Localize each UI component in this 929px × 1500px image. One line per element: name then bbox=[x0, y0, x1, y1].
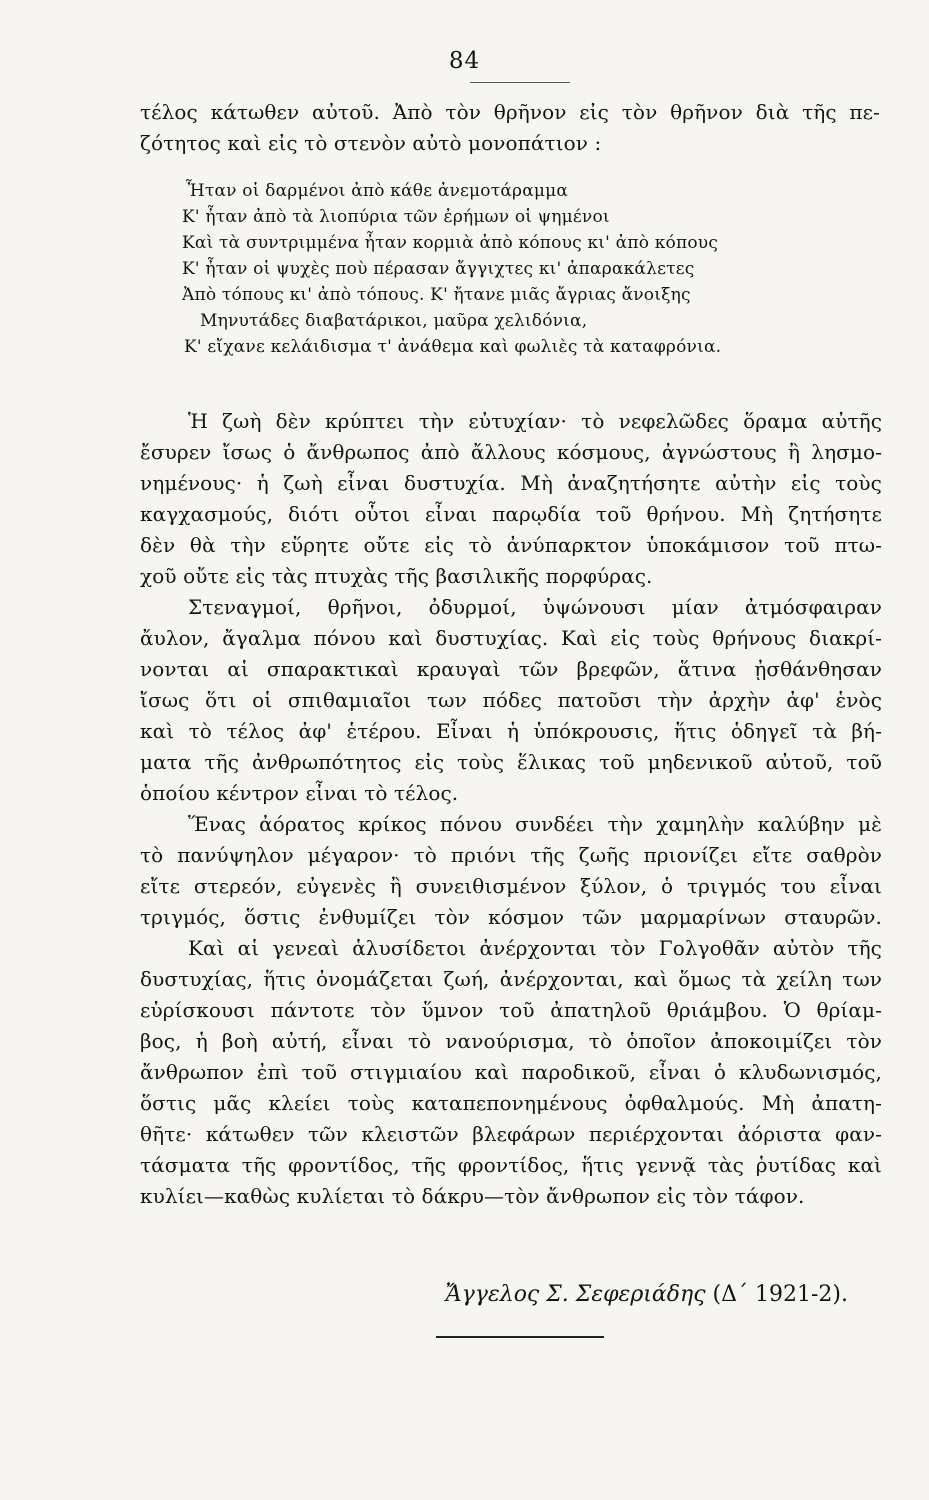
body-line: ματα τῆς ἀνθρωπότητος εἰς τοὺς ἕλικας τοῦ μηδενικοῦ αὐτοῦ, τοῦ bbox=[140, 750, 882, 774]
body-line: ἄνθρωπον ἐπὶ τοῦ στιγμιαίου καὶ παροδικοῦ, εἶναι ὁ κλυδωνισμός, bbox=[140, 1060, 882, 1084]
intro-line: τέλος κάτωθεν αὐτοῦ. Ἀπὸ τὸν θρῆνον εἰς τὸν θρῆνον διὰ τῆς πε- bbox=[140, 100, 880, 124]
poem-line: Κ' εἴχανε κελάιδισμα τ' ἀνάθεμα καὶ φωλιὲς τὰ καταφρόνια. bbox=[184, 337, 722, 357]
body-line: θῆτε· κάτωθεν τῶν κλειστῶν βλεφάρων περιέρχονται ἀόριστα φαν- bbox=[140, 1122, 882, 1146]
body-line: κυλίει—καθὼς κυλίεται τὸ δάκρυ—τὸν ἄνθρωπον εἰς τὸν τάφον. bbox=[140, 1184, 805, 1208]
body-line: ἴσως ὅτι οἱ σπιθαμιαῖοι των πόδες πατοῦσι τὴν ἀρχὴν ἀφ' ἑνὸς bbox=[140, 688, 882, 712]
signature-issue: (Δ΄ 1921-2). bbox=[712, 1282, 848, 1307]
body-line: εὑρίσκουσι πάντοτε τὸν ὕμνον τοῦ ἀπατηλοῦ θριάμβου. Ὁ θρίαμ- bbox=[140, 998, 882, 1022]
body-line: ὁποίου κέντρον εἶναι τὸ τέλος. bbox=[140, 781, 459, 805]
body-line: τάσματα τῆς φροντίδος, τῆς φροντίδος, ἥτις γεννᾷ τὰς ῥυτίδας καὶ bbox=[140, 1153, 882, 1177]
page-number: 84 bbox=[448, 48, 481, 74]
poem-line: Ἀπὸ τόπους κι' ἀπὸ τόπους. Κ' ἤτανε μιᾶς ἄγριας ἄνοιξης bbox=[182, 285, 691, 305]
poem-line: Ἦταν οἱ δαρμένοι ἀπὸ κάθε ἀνεμοτάραμμα bbox=[186, 181, 569, 201]
signature-author: Ἄγγελος Σ. Σεφεριάδης bbox=[445, 1282, 706, 1307]
intro-paragraph bbox=[140, 97, 880, 159]
body-line: δὲν θὰ τὴν εὕρητε οὔτε εἰς τὸ ἀνύπαρκτον ὑποκάμισον τοῦ πτω- bbox=[140, 533, 882, 557]
body-line: νονται αἱ σπαρακτικαὶ κραυγαὶ τῶν βρεφῶν, ἅτινα ᾐσθάνθησαν bbox=[140, 657, 882, 681]
body-text bbox=[140, 406, 882, 1212]
body-line: τὸ πανύψηλον μέγαρον· τὸ πριόνι τῆς ζωῆς πριονίζει εἴτε σαθρὸν bbox=[140, 843, 882, 867]
body-line: καγχασμούς, διότι οὗτοι εἶναι παρῳδία τοῦ θρήνου. Μὴ ζητήσητε bbox=[140, 502, 882, 526]
intro-line: ζότητος καὶ εἰς τὸ στενὸν αὐτὸ μονοπάτιον : bbox=[140, 131, 602, 155]
poem-line: Κ' ἦταν οἱ ψυχὲς ποὺ πέρασαν ἄγγιχτες κι' ἀπαρακάλετες bbox=[182, 259, 695, 279]
closing-rule bbox=[436, 1336, 604, 1338]
body-line: βος, ἡ βοὴ αὐτή, εἶναι τὸ νανούρισμα, τὸ ὁποῖον ἀποκοιμίζει τὸν bbox=[140, 1029, 882, 1053]
body-line: Στεναγμοί, θρῆνοι, ὀδυρμοί, ὑψώνουσι μίαν ἀτμόσφαιραν bbox=[188, 595, 882, 619]
body-line: ὅστις μᾶς κλείει τοὺς καταπεπονημένους ὀφθαλμούς. Μὴ ἀπατη- bbox=[140, 1091, 882, 1115]
body-line: τριγμός, ὅστις ἐνθυμίζει τὸν κόσμον τῶν μαρμαρίνων σταυρῶν. bbox=[140, 905, 882, 929]
poem-line: Μηνυτάδες διαβατάρικοι, μαῦρα χελιδόνια, bbox=[200, 311, 588, 331]
body-line: νημένους· ἡ ζωὴ εἶναι δυστυχία. Μὴ ἀναζητήσητε αὐτὴν εἰς τοὺς bbox=[140, 471, 882, 495]
quoted-poem bbox=[182, 178, 822, 360]
body-line: καὶ τὸ τέλος ἀφ' ἑτέρου. Εἶναι ἡ ὑπόκρουσις, ἥτις ὁδηγεῖ τὰ βή- bbox=[140, 719, 882, 743]
body-line: ἔσυρεν ἴσως ὁ ἄνθρωπος ἀπὸ ἄλλους κόσμους, ἀγνώστους ἢ λησμο- bbox=[140, 440, 882, 464]
body-line: Ἕνας ἀόρατος κρίκος πόνου συνδέει τὴν χαμηλὴν καλύβην μὲ bbox=[188, 812, 882, 836]
body-line: Ἡ ζωὴ δὲν κρύπτει τὴν εὐτυχίαν· τὸ νεφελῶδες ὅραμα αὐτῆς bbox=[188, 409, 882, 433]
poem-line: Καὶ τὰ συντριμμένα ἦταν κορμιὰ ἀπὸ κόπους κι' ἀπὸ κόπους bbox=[182, 233, 719, 253]
page-number-underline bbox=[470, 82, 570, 83]
body-line: ἄυλον, ἄγαλμα πόνου καὶ δυστυχίας. Καὶ εἰς τοὺς θρήνους διακρί- bbox=[140, 626, 882, 650]
signature bbox=[0, 1278, 848, 1312]
body-line: δυστυχίας, ἥτις ὀνομάζεται ζωή, ἀνέρχονται, καὶ ὅμως τὰ χείλη των bbox=[140, 967, 882, 991]
body-line: Καὶ αἱ γενεαὶ ἁλυσίδετοι ἀνέρχονται τὸν Γολγοθᾶν αὐτὸν τῆς bbox=[188, 936, 882, 960]
body-line: εἴτε στερεόν, εὐγενὲς ἢ συνειθισμένον ξύλον, ὁ τριγμός του εἶναι bbox=[140, 874, 882, 898]
poem-line: Κ' ἦταν ἀπὸ τὰ λιοπύρια τῶν ἐρήμων οἱ ψημένοι bbox=[182, 207, 610, 227]
body-line: χοῦ οὔτε εἰς τὰς πτυχὰς τῆς βασιλικῆς πορφύρας. bbox=[140, 564, 653, 588]
